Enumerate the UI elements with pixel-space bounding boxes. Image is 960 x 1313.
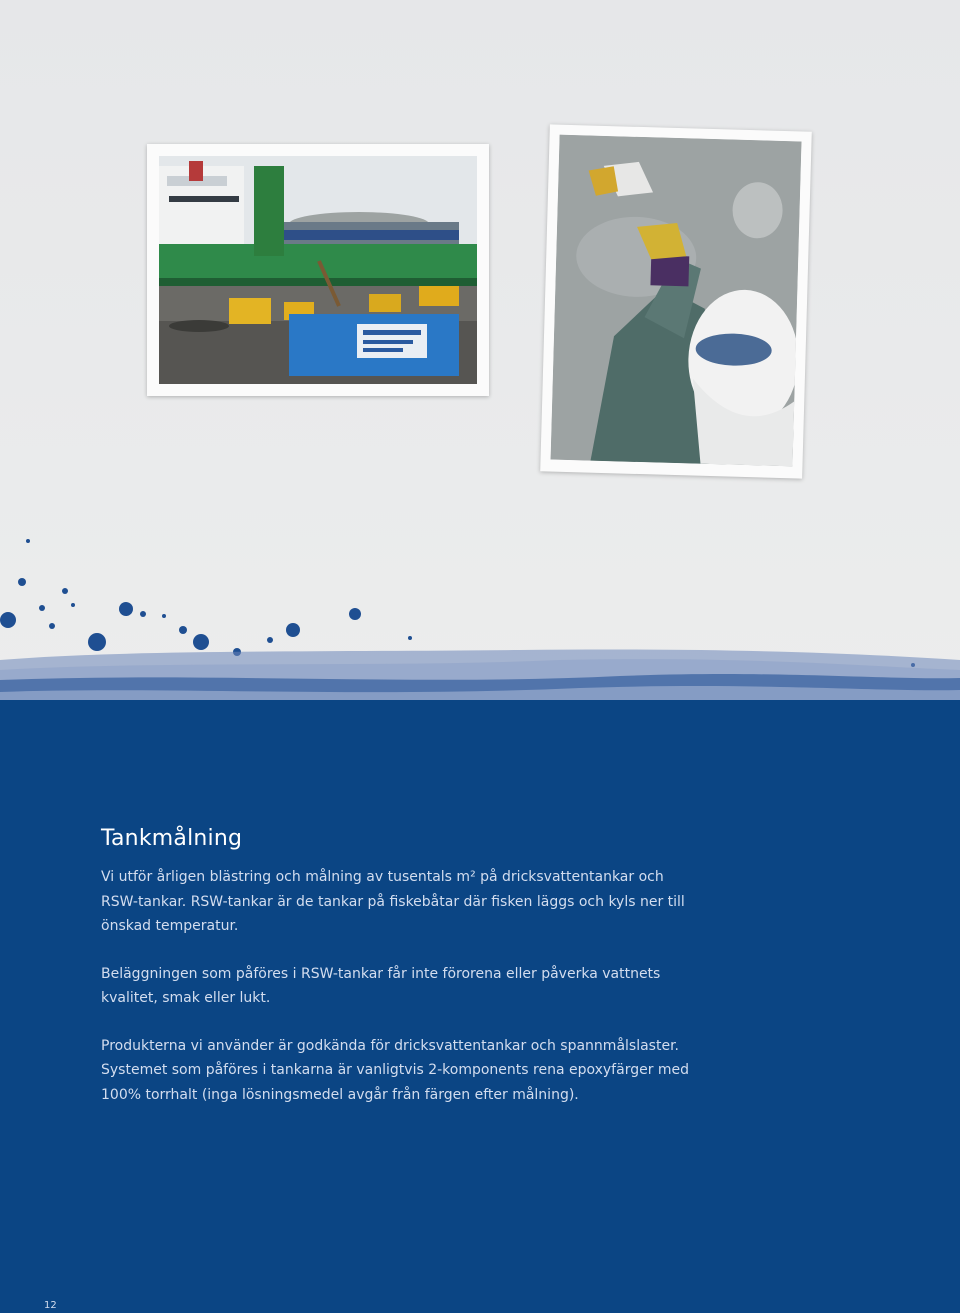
harbor-ship-photo bbox=[147, 144, 489, 396]
article-heading: Tankmålning bbox=[101, 826, 243, 851]
page-number: 12 bbox=[44, 1300, 57, 1311]
article-text bbox=[101, 826, 691, 1130]
tank-worker-photo bbox=[540, 124, 812, 478]
harbor-ship-image bbox=[159, 156, 477, 384]
article-paragraph-2: Beläggningen som påföres i RSW-tankar får inte förorena eller påverka vattnets kvalitet, smak eller lukt. bbox=[101, 965, 661, 1006]
article-paragraph-1: Vi utför årligen blästring och målning av tusentals m² på dricksvattentankar och RSW-tankar. RSW-tankar är de tankar på fiskebåtar där fisken läggs och kyls ner till önskad temperatur. bbox=[101, 869, 685, 934]
paint-splash-decoration bbox=[0, 520, 960, 730]
article-paragraph-3: Produkterna vi använder är godkända för dricksvattentankar och spannmålslaster. Systemet som påföres i tankarna är vanligtvis 2-komponents rena epoxyfärger med 100% torrhalt (inga lösningsmedel avgår från färgen efter målning). bbox=[101, 1037, 690, 1103]
tank-worker-image bbox=[551, 135, 802, 467]
